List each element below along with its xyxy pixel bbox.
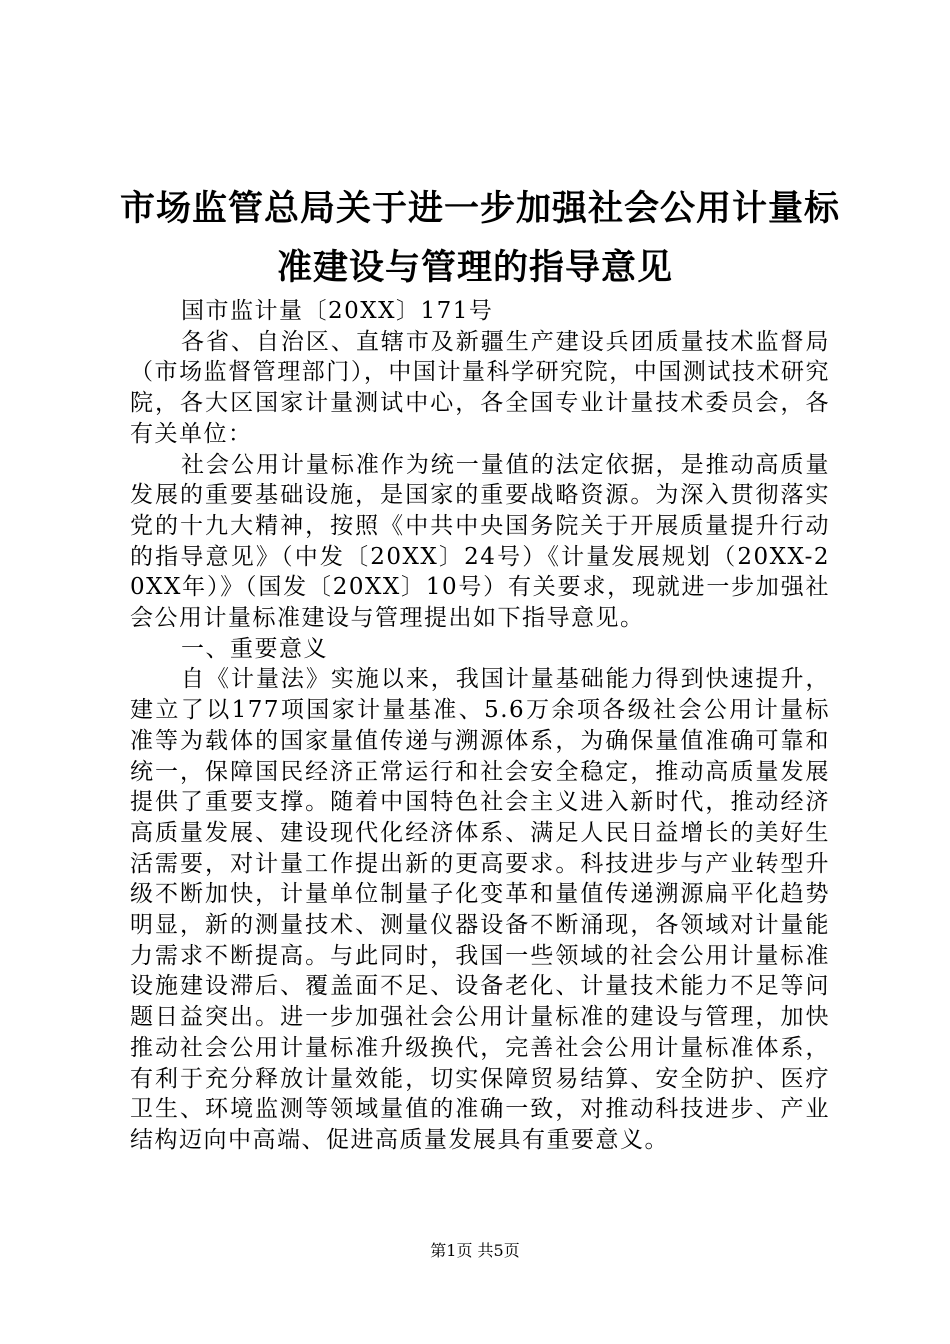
document-title-line-1: 市场监管总局关于进一步加强社会公用计量标	[120, 189, 841, 229]
page-footer: 第1页 共5页	[430, 1241, 520, 1260]
section-heading: 一、重要意义	[181, 635, 328, 662]
document-number: 国市监计量〔20XX〕171号	[181, 298, 494, 324]
document-body	[130, 296, 830, 1156]
addressee-paragraph: 各省、自治区、直辖市及新疆生产建设兵团质量技术监督局（市场监督管理部门），中国计量科学研究院，中国测试技术研究院，各大区国家计量测试中心，各全国专业计量技术委员会，各有关单位：	[130, 328, 830, 447]
document-title-line-2: 准建设与管理的指导意见	[276, 248, 673, 288]
significance-paragraph: 自《计量法》实施以来，我国计量基础能力得到快速提升，建立了以177项国家计量基准、5.6万余项各级社会公用计量标准等为载体的国家量值传递与溯源体系，为确保量值准确可靠和统一，保障国民经济正常运行和社会安全稳定，推动高质量发展提供了重要支撑。随着中国特色社会主义进入新时代，推动经济高质量发展、建设现代化经济体系、满足人民日益增长的美好生活需要，对计量工作提出新的更高要求。科技进步与产业转型升级不断加快，计量单位制量子化变革和量值传递溯源扁平化趋势明显，新的测量技术、测量仪器设备不断涌现，各领域对计量能力需求不断提高。与此同时，我国一些领域的社会公用计量标准设施建设滞后、覆盖面不足、设备老化、计量技术能力不足等问题日益突出。进一步加强社会公用计量标准的建设与管理，加快推动社会公用计量标准升级换代，完善社会公用计量标准体系，有利于充分释放计量效能，切实保障贸易结算、安全防护、医疗卫生、环境监测等领域量值的准确一致，对推动科技进步、产业结构迈向中高端、促进高质量发展具有重要意义。	[130, 666, 830, 1153]
intro-paragraph: 社会公用计量标准作为统一量值的法定依据，是推动高质量发展的重要基础设施，是国家的重要战略资源。为深入贯彻落实党的十九大精神，按照《中共中央国务院关于开展质量提升行动的指导意见》（中发〔20XX〕24号）《计量发展规划（20XX-20XX年）》（国发〔20XX〕10号）有关要求，现就进一步加强社会公用计量标准建设与管理提出如下指导意见。	[130, 451, 830, 632]
